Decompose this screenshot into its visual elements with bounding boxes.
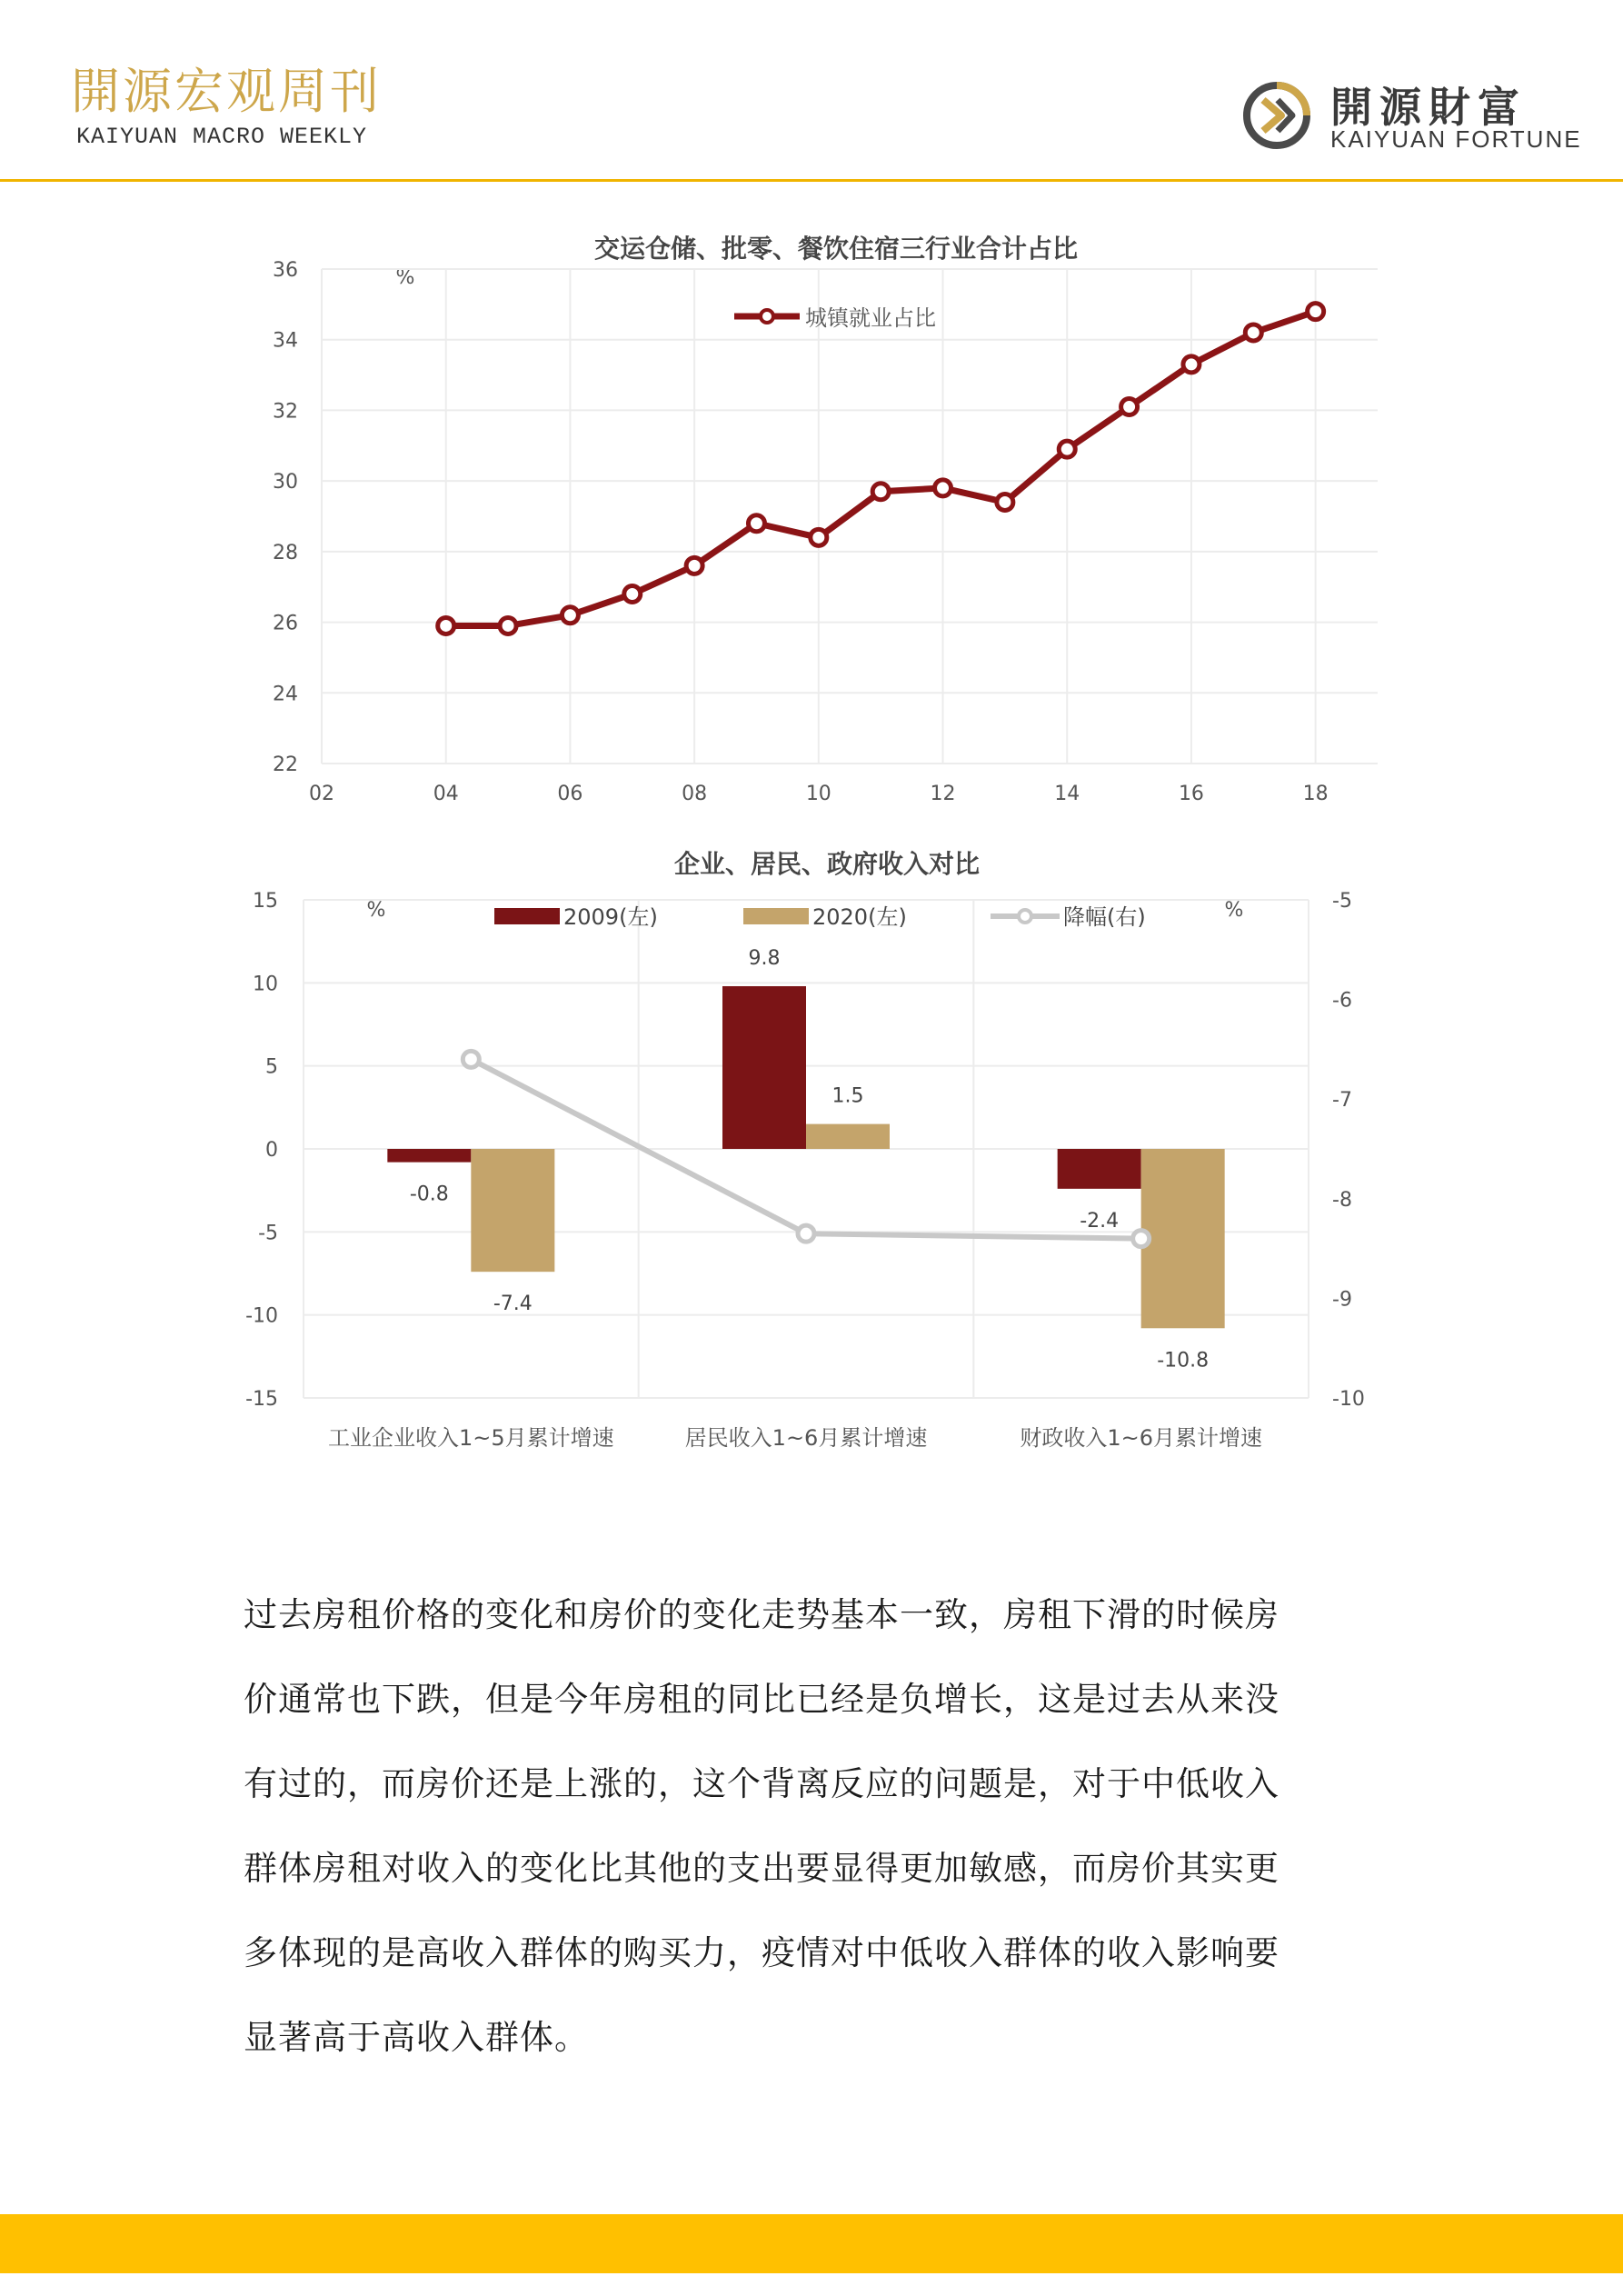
y-axis-unit-label: % bbox=[395, 266, 415, 289]
category-label: 居民收入1~6月累计增速 bbox=[684, 1425, 928, 1451]
y-tick-label: 0 bbox=[265, 1139, 278, 1162]
y2-tick-label: -8 bbox=[1332, 1188, 1352, 1212]
bar-2020 bbox=[806, 1124, 890, 1149]
publication-subtitle: KAIYUAN MACRO WEEKLY bbox=[76, 124, 368, 150]
y2-tick-label: -9 bbox=[1332, 1288, 1352, 1312]
y-tick-label: -10 bbox=[245, 1304, 278, 1328]
y-tick-label: 5 bbox=[265, 1055, 278, 1079]
x-tick-label: 10 bbox=[805, 783, 831, 805]
y2-tick-label: -10 bbox=[1332, 1388, 1365, 1411]
y-tick-label: 28 bbox=[273, 541, 298, 564]
bar-2009 bbox=[1058, 1149, 1141, 1189]
data-point-drop bbox=[463, 1051, 479, 1067]
y-tick-label: -5 bbox=[258, 1222, 278, 1245]
x-tick-label: 18 bbox=[1302, 783, 1329, 805]
paragraph-line: 显著高于高收入群体。 bbox=[244, 2018, 589, 2057]
body-paragraph bbox=[244, 1572, 1379, 2080]
paragraph-line: 有过的，而房价还是上涨的，这个背离反应的问题是，对于中低收入 bbox=[244, 1764, 1279, 1803]
legend-swatch-2009 bbox=[494, 908, 560, 924]
left-axis-unit-label: % bbox=[366, 899, 386, 922]
bar-value-label: -10.8 bbox=[1157, 1349, 1210, 1373]
category-label: 财政收入1~6月累计增速 bbox=[1020, 1425, 1262, 1451]
bar-value-label: 1.5 bbox=[831, 1084, 864, 1108]
y2-tick-label: -6 bbox=[1332, 989, 1352, 1013]
y2-tick-label: -7 bbox=[1332, 1089, 1352, 1113]
bar-value-label: 9.8 bbox=[748, 946, 781, 970]
y-tick-label: 15 bbox=[253, 890, 278, 913]
bar-2009 bbox=[387, 1149, 471, 1163]
chart-title: 交运仓储、批零、餐饮住宿三行业合计占比 bbox=[593, 234, 1079, 264]
x-tick-label: 02 bbox=[309, 783, 334, 805]
legend-label-2020: 2020(左) bbox=[812, 904, 907, 930]
x-tick-label: 04 bbox=[433, 783, 459, 805]
legend-swatch-drop-marker bbox=[1019, 910, 1031, 923]
bar-value-label: -2.4 bbox=[1080, 1209, 1120, 1233]
brand-name-en: KAIYUAN FORTUNE bbox=[1330, 125, 1582, 153]
legend-label: 城镇就业占比 bbox=[805, 305, 936, 331]
chart-title: 企业、居民、政府收入对比 bbox=[673, 849, 981, 879]
bar-2009 bbox=[722, 986, 806, 1149]
y-tick-label: 34 bbox=[273, 329, 298, 353]
data-point-drop bbox=[1133, 1231, 1150, 1247]
y-tick-label: 32 bbox=[273, 400, 298, 424]
publication-title: 開源宏观周刊 bbox=[71, 63, 382, 120]
x-tick-label: 12 bbox=[930, 783, 956, 805]
y-tick-label: -15 bbox=[245, 1388, 278, 1411]
x-tick-label: 14 bbox=[1054, 783, 1080, 805]
y2-tick-label: -5 bbox=[1332, 890, 1352, 913]
brand-name-cn: 開源財富 bbox=[1330, 83, 1527, 132]
y-tick-label: 26 bbox=[273, 612, 298, 635]
right-axis-unit-label: % bbox=[1224, 899, 1244, 922]
legend-swatch-2020 bbox=[743, 908, 809, 924]
y-tick-label: 24 bbox=[273, 683, 298, 706]
footer-bar bbox=[0, 2214, 1623, 2273]
data-point-drop bbox=[798, 1225, 814, 1242]
bar-value-label: -7.4 bbox=[493, 1293, 533, 1316]
bar-2020 bbox=[1141, 1149, 1225, 1328]
legend-label-drop: 降幅(右) bbox=[1063, 904, 1146, 930]
paragraph-line: 价通常也下跌，但是今年房租的同比已经是负增长，这是过去从来没 bbox=[244, 1680, 1279, 1719]
category-label: 工业企业收入1~5月累计增速 bbox=[328, 1425, 614, 1451]
y-tick-label: 22 bbox=[273, 754, 298, 776]
paragraph-line: 过去房租价格的变化和房价的变化走势基本一致，房租下滑的时候房 bbox=[244, 1595, 1279, 1634]
bar-value-label: -0.8 bbox=[409, 1183, 449, 1206]
paragraph-line: 群体房租对收入的变化比其他的支出要显得更加敏感，而房价其实更 bbox=[244, 1849, 1279, 1888]
x-tick-label: 08 bbox=[682, 783, 708, 805]
y-tick-label: 36 bbox=[273, 259, 298, 282]
legend bbox=[494, 904, 1146, 930]
x-tick-label: 06 bbox=[557, 783, 583, 805]
legend-label-2009: 2009(左) bbox=[563, 904, 658, 930]
paragraph-line: 多体现的是高收入群体的购买力，疫情对中低收入群体的收入影响要 bbox=[244, 1933, 1279, 1972]
y-tick-label: 30 bbox=[273, 471, 298, 494]
bar-2020 bbox=[471, 1149, 554, 1272]
x-tick-label: 16 bbox=[1178, 783, 1204, 805]
y-tick-label: 10 bbox=[253, 973, 278, 996]
